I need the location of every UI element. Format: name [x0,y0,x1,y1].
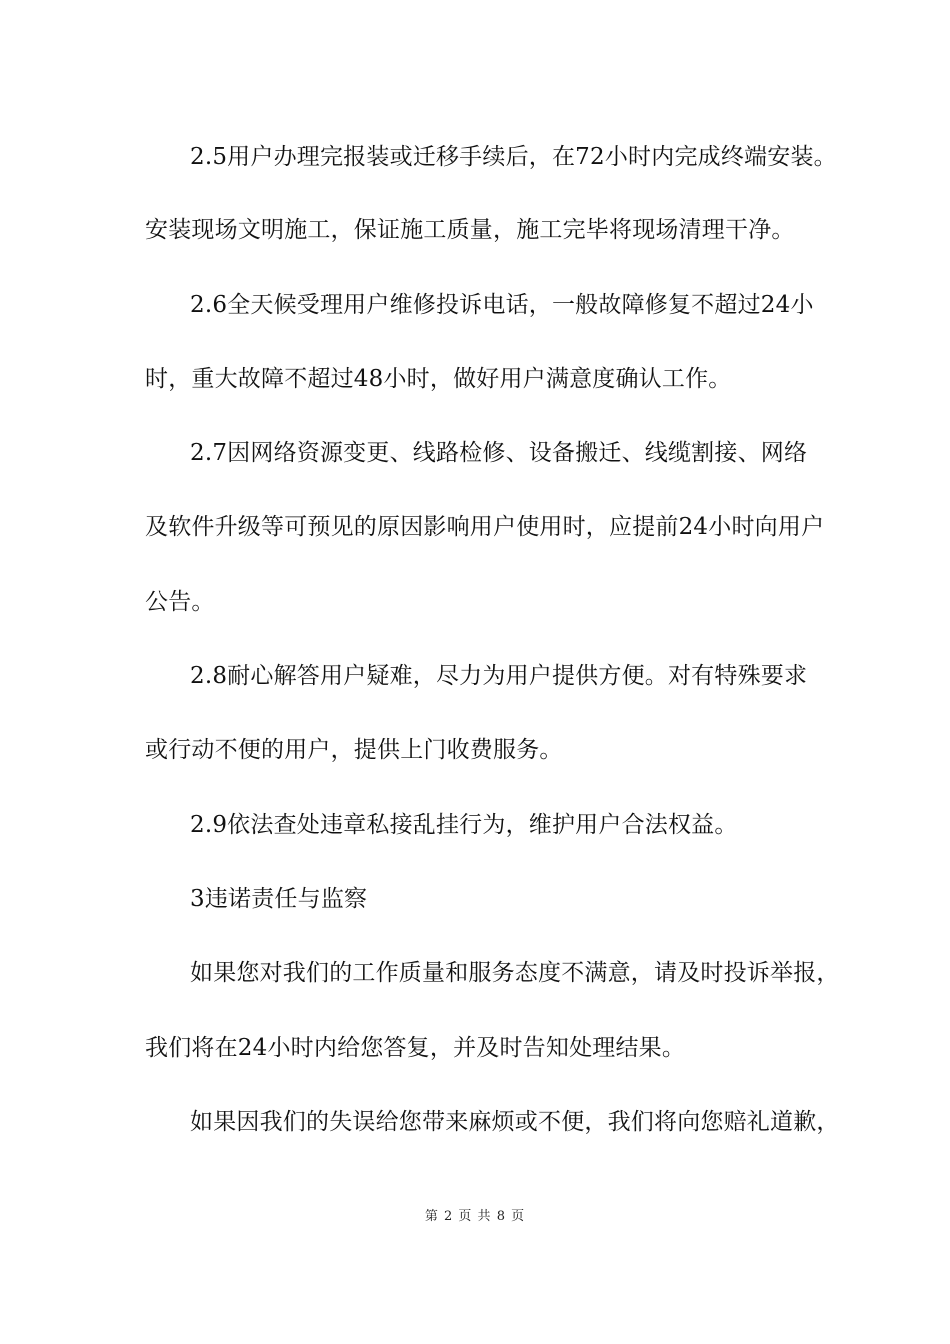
text-line-apology: 如果因我们的失误给您带来麻烦或不便，我们将向您赔礼道歉， [190,1109,840,1135]
text-line-2-7-c: 公告。 [145,589,215,615]
text-line-2-8-a: 2.8耐心解答用户疑难，尽力为用户提供方便。对有特殊要求 [190,663,808,689]
text-line-2-7-a: 2.7因网络资源变更、线路检修、设备搬迁、线缆割接、网络 [190,440,808,466]
text-line-2-9: 2.9依法查处违章私接乱挂行为，维护用户合法权益。 [190,812,738,838]
text-line-2-5-a: 2.5用户办理完报装或迁移手续后，在72小时内完成终端安装。 [190,144,837,170]
text-line-2-8-b: 或行动不便的用户，提供上门收费服务。 [145,737,563,763]
text-line-2-6-b: 时，重大故障不超过48小时，做好用户满意度确认工作。 [145,366,732,392]
page-number-footer: 第 2 页 共 8 页 [424,1209,526,1224]
text-line-2-5-b: 安装现场文明施工，保证施工质量，施工完毕将现场清理干净。 [145,217,795,243]
text-line-complaint-a: 如果您对我们的工作质量和服务态度不满意，请及时投诉举报， [190,960,840,986]
section-heading-3: 3违诺责任与监察 [190,886,368,912]
text-line-2-7-b: 及软件升级等可预见的原因影响用户使用时，应提前24小时向用户 [145,514,825,540]
text-line-2-6-a: 2.6全天候受理用户维修投诉电话，一般故障修复不超过24小 [190,292,814,318]
text-line-complaint-b: 我们将在24小时内给您答复，并及时告知处理结果。 [145,1035,686,1061]
